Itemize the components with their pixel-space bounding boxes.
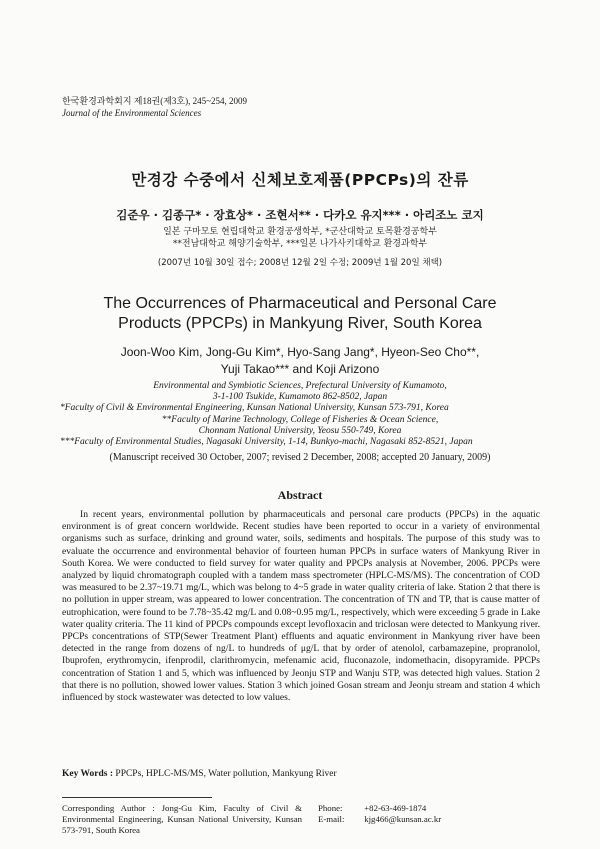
affiliation-line: Environmental and Symbiotic Sciences, Prefectural University of Kumamoto,: [153, 381, 447, 391]
email-label: E-mail:: [318, 814, 345, 824]
english-title: [0, 294, 600, 334]
phone-number: +82-63-469-1874: [364, 803, 427, 813]
abstract-body: In recent years, environmental pollution by pharmaceuticals and personal care products (PPCPs) in the aquatic environment is of great concern worldwide. Recent studies have been reported to occur in a variety of environmental organisms such as surface, drinking and ground water, soils, sediments and hospitals. The purpose of this study was to evaluate the occurrence and environmental behavior of fourteen human PPCPs in surface waters of Mankyung River in South Korea. We were conducted to field survey for water quality and PPCPs analysis at November, 2006. PPCPs were analyzed by liquid chromatograph coupled with a tandem mass spectrometer (HPLC-MS/MS). The concentration of COD was measured to be 2.37~19.71 mg/L, which was belong to 4~5 grade in water quality criteria of lake. Station 2 that there is no pollution in upper stream, was appeared to lower concentration. The concentration of TN and TP, that is cause matter of eutrophication, were found to be 7.78~35.42 mg/L and 0.08~0.95 mg/L, respectively, which were exceeding 5 grade in Lake water quality criteria. The 11 kind of PPCPs compounds except levofloxacin and triclosan were detected to Mankyung river. PPCPs concentrations of STP(Sewer Treatment Plant) effluents and aquatic environment in Mankyung river have been detected in the range from dozens of ng/L to hundreds of μg/L that by order of atenolol, carbamazepine, propranolol, Ibuprofen, erythromycin, ifenprodil, clarithromycin, mefenamic acid, fluconazole, indomethacin, disopyramide. PPCPs concentration of Station 1 and 5, which was influenced by Jeonju STP and Wanju STP, was detected high values. Station 2 that there is no pollution, showed lower values. Station 3 which joined Gosan stream and Jeonju stream and station 4 which influenced by stock wastewater was detected to low values.: [62, 509, 540, 704]
affiliation-line: Chonnam National University, Yeosu 550-749, Korea: [198, 425, 402, 436]
keywords-label: Key Words :: [62, 769, 114, 779]
affiliation-line: **Faculty of Marine Technology, College of Fisheries & Ocean Science,: [161, 414, 439, 425]
email-address[interactable]: kjg466@kunsan.ac.kr: [364, 814, 442, 824]
keywords: [62, 769, 540, 779]
english-authors-line: Joon-Woo Kim, Jong-Gu Kim*, Hyo-Sang Jang*, Hyeon-Seo Cho**,: [120, 345, 480, 359]
journal-name: Journal of the Environmental Sciences: [62, 107, 202, 118]
journal-citation: 한국환경과학회지 제18권(제3호), 245~254, 2009: [62, 96, 247, 106]
keywords-value: PPCPs, HPLC-MS/MS, Water pollution, Mankyung River: [115, 769, 337, 779]
phone-label: Phone:: [318, 803, 343, 813]
english-affiliations: [60, 381, 540, 448]
korean-authors: 김준우 · 김종구* · 장효상* · 조현서** · 다카오 유지*** · 아리조노 코지: [116, 208, 484, 222]
korean-affiliation-line: **전남대학교 해양기술학부, ***일본 나가사키대학교 환경과학부: [172, 238, 428, 249]
contact-info: [318, 803, 441, 825]
korean-dates: (2007년 10월 30일 접수; 2008년 12월 2일 수정; 2009년 1월 20일 채택): [157, 258, 443, 268]
abstract-heading: Abstract: [277, 488, 323, 502]
corresponding-author: Corresponding Author : Jong-Gu Kim, Faculty of Civil & Environmental Engineering, Kunsan National University, Kunsan 573-791, South Korea: [62, 803, 302, 835]
korean-affiliations: [0, 227, 600, 250]
affiliation-line: ***Faculty of Environmental Studies, Nagasaki University, 1-14, Bunkyo-machi, Nagasaki 852-8521, Japan: [60, 437, 473, 448]
affiliation-line: *Faculty of Civil & Environmental Engineering, Kunsan National University, Kunsan 573-791, Korea: [60, 403, 449, 414]
manuscript-dates: (Manuscript received 30 October, 2007; revised 2 December, 2008; accepted 20 January, 2009): [109, 452, 491, 463]
affiliation-line: 3-1-100 Tsukide, Kumamoto 862-8502, Japan: [212, 392, 388, 403]
journal-header: [62, 96, 247, 119]
english-authors-line: Yuji Takao*** and Koji Arizono: [220, 362, 380, 376]
english-title-line: Products (PPCPs) in Mankyung River, South Korea: [118, 315, 482, 332]
korean-affiliation-line: 일본 구마모토 현립대학교 환경공생학부, *군산대학교 토목환경공학부: [163, 227, 437, 237]
english-title-line: The Occurrences of Pharmaceutical and Personal Care: [103, 295, 497, 312]
english-authors: [0, 344, 600, 378]
footnote-divider: [62, 797, 212, 798]
korean-title: 만경강 수중에서 신체보호제품(PPCPs)의 잔류: [131, 171, 469, 189]
